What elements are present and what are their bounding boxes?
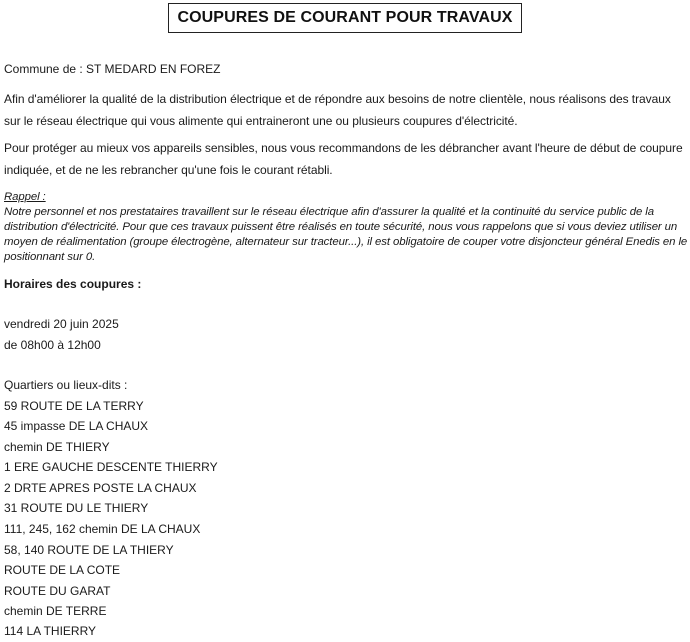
quartiers-heading: Quartiers ou lieux-dits : [4, 378, 128, 392]
list-item: 59 ROUTE DE LA TERRY [4, 399, 144, 413]
outage-date: vendredi 20 juin 2025 [4, 317, 119, 331]
list-item: ROUTE DU GARAT [4, 584, 111, 598]
horaires-heading: Horaires des coupures : [4, 277, 142, 291]
list-item: chemin DE TERRE [4, 604, 107, 618]
rappel-text: Notre personnel et nos prestataires travaillent sur le réseau électrique afin d'assurer la qualité et la continuité du service public de la distribution d'électricité. Pour que ces travaux puissent être réalisés en toute sécurité, nous vous rappelons que si vous deviez utiliser un moyen de réalimentation (groupe électrogène, alternateur sur tracteur...), il est obligatoire de couper votre disjoncteur général Enedis en le positionnant sur 0. [4, 206, 688, 263]
list-item: 111, 245, 162 chemin DE LA CHAUX [4, 522, 201, 536]
list-item: 31 ROUTE DU LE THIERY [4, 501, 149, 515]
list-item: 45 impasse DE LA CHAUX [4, 419, 149, 433]
commune-line: Commune de : ST MEDARD EN FOREZ [4, 62, 221, 76]
page-title: COUPURES DE COURANT POUR TRAVAUX [177, 9, 513, 26]
list-item: 1 ERE GAUCHE DESCENTE THIERRY [4, 460, 218, 474]
outage-time-range: de 08h00 à 12h00 [4, 338, 101, 352]
rappel-label: Rappel : [4, 191, 46, 203]
advice-paragraph: Pour protéger au mieux vos appareils sensibles, nous vous recommandons de les débrancher avant l'heure de début de coupure indiquée, et de ne les rebrancher qu'une fois le courant rétabli. [4, 141, 683, 177]
list-item: 58, 140 ROUTE DE LA THIERY [4, 543, 174, 557]
rappel-section [4, 190, 688, 265]
list-item: chemin DE THIERY [4, 440, 110, 454]
intro-paragraph: Afin d'améliorer la qualité de la distribution électrique et de répondre aux besoins de notre clientèle, nous réalisons des travaux sur le réseau électrique qui vous alimente qui entraineront une ou plusieurs coupures d'électricité. [4, 92, 671, 128]
list-item: 114 LA THIERRY [4, 624, 97, 638]
list-item: 2 DRTE APRES POSTE LA CHAUX [4, 481, 197, 495]
list-item: ROUTE DE LA COTE [4, 563, 121, 577]
title-box [168, 3, 522, 33]
